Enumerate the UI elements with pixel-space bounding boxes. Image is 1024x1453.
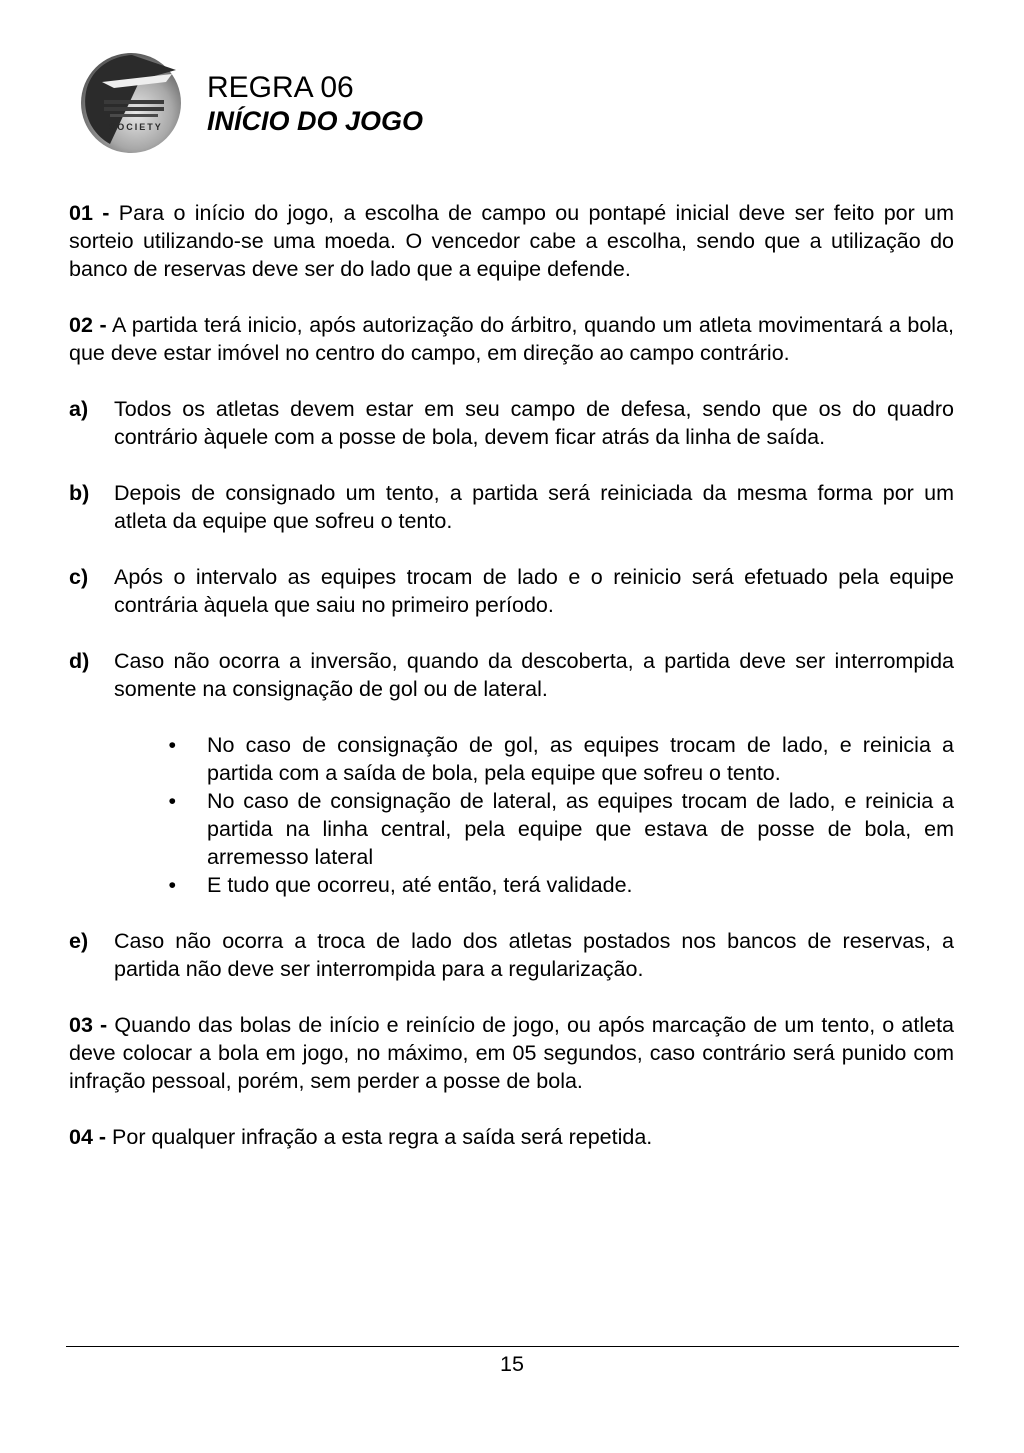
item-text: Caso não ocorra a inversão, quando da descoberta, a partida deve ser interrompida somente na consignação de gol ou de lateral. <box>114 649 954 701</box>
list-item-b <box>69 479 954 535</box>
paragraph-text: Quando das bolas de início e reinício de jogo, ou após marcação de um tento, o atleta deve colocar a bola em jogo, no máximo, em 05 segundos, caso contrário será punido com infração pessoal, porém, sem perder a posse de bola. <box>69 1013 954 1093</box>
bullet-icon: • <box>168 789 176 813</box>
item-text: Todos os atletas devem estar em seu campo de defesa, sendo que os do quadro contrário àquele com a posse de bola, devem ficar atrás da linha de saída. <box>114 397 954 449</box>
bullet-text: No caso de consignação de lateral, as equipes trocam de lado, e reinicia a partida na linha central, pela equipe que estava de posse de bola, em arremesso lateral <box>207 789 954 869</box>
item-label: c) <box>69 565 89 589</box>
item-label: a) <box>69 397 89 421</box>
paragraph-02 <box>69 311 954 367</box>
list-item-a <box>69 395 954 451</box>
society-logo <box>80 52 182 154</box>
footer-divider <box>66 1346 959 1347</box>
bullet-item <box>69 787 954 871</box>
list-item-d <box>69 647 954 703</box>
paragraph-03 <box>69 1011 954 1095</box>
list-item-e <box>69 927 954 983</box>
logo-emblem <box>80 52 182 154</box>
logo-wordmark: SOCIETY <box>109 122 163 132</box>
paragraph-text: Por qualquer infração a esta regra a saída será repetida. <box>106 1125 653 1149</box>
paragraph-number: 01 - <box>69 201 110 225</box>
item-text: Caso não ocorra a troca de lado dos atletas postados nos bancos de reservas, a partida não deve ser interrompida para a regularização. <box>114 929 954 981</box>
bullet-list <box>69 731 954 899</box>
paragraph-number: 04 - <box>69 1125 107 1149</box>
paragraph-number: 02 - <box>69 313 107 337</box>
paragraph-text: Para o início do jogo, a escolha de campo ou pontapé inicial deve ser feito por um sorteio utilizando-se uma moeda. O vencedor cabe a escolha, sendo que a utilização do banco de reservas deve ser do lado que a equipe defende. <box>69 201 954 281</box>
paragraph-01 <box>69 199 954 283</box>
document-body <box>69 199 954 1179</box>
item-text: Depois de consignado um tento, a partida será reiniciada da mesma forma por um atleta da equipe que sofreu o tento. <box>114 481 954 533</box>
page-number: 15 <box>500 1352 524 1376</box>
item-label: d) <box>69 649 90 673</box>
bullet-item <box>69 871 954 899</box>
page-header <box>207 70 423 136</box>
bullet-text: No caso de consignação de gol, as equipes trocam de lado, e reinicia a partida com a saída de bola, pela equipe que sofreu o tento. <box>207 733 954 785</box>
item-text: Após o intervalo as equipes trocam de lado e o reinicio será efetuado pela equipe contrária àquela que saiu no primeiro período. <box>114 565 954 617</box>
paragraph-text: A partida terá inicio, após autorização do árbitro, quando um atleta movimentará a bola, que deve estar imóvel no centro do campo, em direção ao campo contrário. <box>69 313 954 365</box>
bullet-item <box>69 731 954 787</box>
bullet-text: E tudo que ocorreu, até então, terá validade. <box>207 873 633 897</box>
paragraph-number: 03 - <box>69 1013 108 1037</box>
page-subtitle: INÍCIO DO JOGO <box>207 106 424 136</box>
bullet-icon: • <box>168 873 176 897</box>
bullet-icon: • <box>168 733 176 757</box>
item-label: b) <box>69 481 90 505</box>
list-item-c <box>69 563 954 619</box>
item-label: e) <box>69 929 89 953</box>
page-title: REGRA 06 <box>207 71 354 104</box>
paragraph-04 <box>69 1123 954 1151</box>
